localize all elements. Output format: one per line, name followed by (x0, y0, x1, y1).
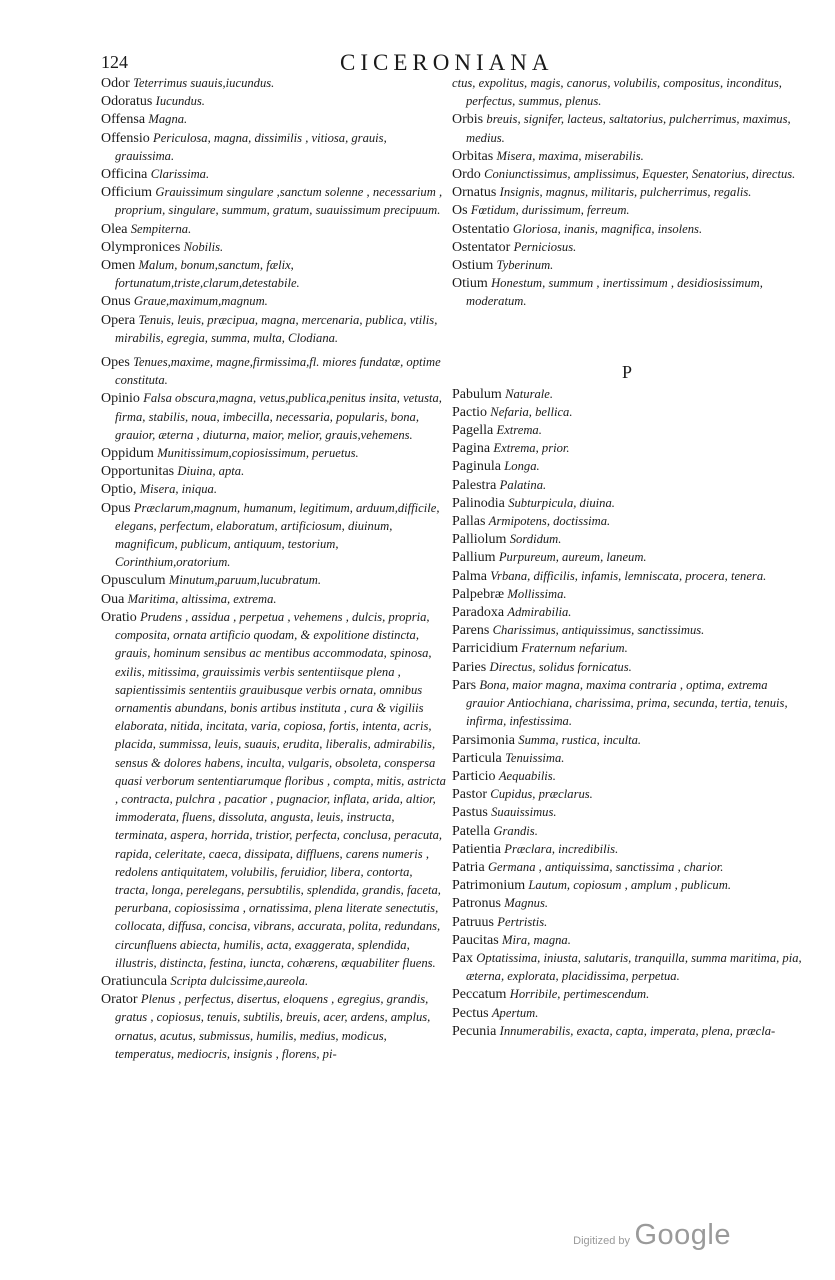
entry-epithets: Charissimus, antiquissimus, sanctissimus. (492, 623, 705, 638)
entry-headword: Patronus (452, 896, 501, 912)
entry-headword: Pagella (452, 423, 494, 439)
entry-epithets: ctus, expolitus, magis, canorus, volubilis, compositus, inconditus, perfectus, summus, plenus. (452, 76, 782, 109)
dictionary-entry (452, 1022, 802, 1040)
entry-epithets: Cupidus, præclarus. (490, 787, 593, 802)
entry-headword: Palestra (452, 477, 497, 493)
dictionary-entry (452, 876, 802, 894)
entry-headword: Omen (101, 258, 136, 274)
entry-epithets: Pertristis. (497, 914, 548, 929)
dictionary-entry (452, 731, 802, 749)
entry-headword: Pabulum (452, 386, 502, 402)
dictionary-entry (452, 403, 802, 421)
entry-epithets: Armipotens, doctissima. (488, 514, 611, 529)
entry-headword: Olympronices (101, 239, 181, 255)
entry-headword: Pectus (452, 1005, 489, 1021)
dictionary-entry (452, 274, 802, 310)
dictionary-entry (101, 590, 447, 608)
entry-epithets: Vrbana, difficilis, infamis, lemniscata, procera, tenera. (490, 568, 767, 583)
entry-headword: Optio, (101, 482, 137, 498)
entry-epithets: breuis, signifer, lacteus, saltatorius, pulcherrimus, maximus, medius. (466, 112, 791, 145)
entry-headword: Pactio (452, 404, 487, 420)
entry-epithets: Magnus. (504, 896, 549, 911)
dictionary-entry (452, 238, 802, 256)
entry-headword: Opera (101, 312, 136, 328)
entry-epithets: Extrema. (496, 423, 542, 438)
entry-epithets: Tyberinum. (496, 258, 554, 273)
dictionary-entry (452, 457, 802, 475)
entry-epithets: Misera, maxima, miserabilis. (496, 148, 644, 163)
dictionary-entry (452, 147, 802, 165)
entry-headword: Paradoxa (452, 605, 505, 621)
entry-headword: Opusculum (101, 573, 166, 589)
dictionary-entry (452, 949, 802, 985)
entry-epithets: Aequabilis. (498, 768, 556, 783)
entry-headword: Patruus (452, 914, 494, 930)
entry-headword: Paries (452, 659, 487, 675)
dictionary-entry (101, 608, 447, 972)
dictionary-entry (452, 639, 802, 657)
dictionary-entry (452, 110, 802, 146)
entry-headword: Pax (452, 950, 473, 966)
entry-epithets: Præclara, incredibilis. (504, 841, 619, 856)
digitized-watermark (573, 1219, 731, 1252)
dictionary-entry (452, 658, 802, 676)
entry-epithets: Suauissimus. (491, 805, 557, 820)
entry-headword: Palpebræ (452, 586, 505, 602)
entry-headword: Orator (101, 992, 138, 1008)
entry-epithets: Periculosa, magna, dissimilis , vitiosa, grauis, grauissima. (115, 130, 387, 163)
entry-headword: Officium (101, 185, 153, 201)
entry-epithets: Graue,maximum,magnum. (133, 294, 268, 309)
entry-epithets: Munitissimum,copiosissimum, peruetus. (157, 446, 359, 461)
entry-headword: Offensa (101, 112, 146, 128)
entry-epithets: Insignis, magnus, militaris, pulcherrimus, regalis. (499, 185, 752, 200)
entry-epithets: Malum, bonum,sanctum, fælix, fortunatum,triste,clarum,detestabile. (115, 258, 300, 291)
dictionary-entry (452, 785, 802, 803)
left-column (101, 74, 447, 1063)
entry-epithets: Palatina. (499, 477, 547, 492)
entry-epithets: Sordidum. (509, 532, 562, 547)
dictionary-entry (452, 567, 802, 585)
entry-epithets: Perniciosus. (513, 239, 577, 254)
dictionary-entry (101, 462, 447, 480)
dictionary-entry (101, 389, 447, 444)
dictionary-entry (452, 476, 802, 494)
entry-headword: Peccatum (452, 987, 507, 1003)
dictionary-entry (452, 585, 802, 603)
entry-headword: Pallium (452, 550, 496, 566)
entry-epithets: Fraternum nefarium. (521, 641, 628, 656)
entry-headword: Pastus (452, 805, 488, 821)
entry-headword: Oratio (101, 609, 137, 625)
entry-epithets: Mollissima. (507, 586, 567, 601)
dictionary-entry (452, 603, 802, 621)
dictionary-entry (452, 220, 802, 238)
entry-epithets: Clarissima. (150, 167, 210, 182)
google-logo: Google (634, 1219, 731, 1251)
dictionary-entry (452, 1004, 802, 1022)
entry-headword: Oua (101, 591, 125, 607)
entry-epithets: Sempiterna. (130, 221, 192, 236)
entry-epithets: Diuina, apta. (177, 464, 245, 479)
entry-epithets: Apertum. (491, 1005, 539, 1020)
entry-epithets: Coniunctissimus, amplissimus, Equester, Senatorius, directus. (484, 167, 796, 182)
entry-headword: Particula (452, 750, 502, 766)
entry-headword: Patria (452, 859, 485, 875)
dictionary-entry (452, 548, 802, 566)
dictionary-entry (101, 480, 447, 498)
entry-headword: Ornatus (452, 185, 497, 201)
entry-headword: Opus (101, 500, 131, 516)
dictionary-entry (101, 220, 447, 238)
entry-headword: Ostium (452, 258, 494, 274)
entry-epithets: Naturale. (505, 386, 554, 401)
entry-epithets: Extrema, prior. (493, 441, 570, 456)
dictionary-entry (101, 972, 447, 990)
entry-headword: Opportunitas (101, 464, 175, 480)
dictionary-entry (101, 292, 447, 310)
entry-epithets: Maritima, altissima, extrema. (127, 591, 277, 606)
dictionary-entry (101, 571, 447, 589)
dictionary-entry (452, 512, 802, 530)
dictionary-entry (101, 311, 447, 347)
entry-headword: Opes (101, 355, 130, 371)
entry-headword: Os (452, 203, 468, 219)
dictionary-entry (452, 256, 802, 274)
dictionary-entry (452, 385, 802, 403)
dictionary-entry (452, 822, 802, 840)
dictionary-entry (452, 74, 802, 110)
dictionary-entry (452, 931, 802, 949)
entry-headword: Ostentator (452, 239, 511, 255)
entry-epithets: Gloriosa, inanis, magnifica, insolens. (512, 221, 703, 236)
entry-headword: Patrimonium (452, 878, 526, 894)
entry-headword: Paginula (452, 459, 501, 475)
entry-headword: Odoratus (101, 94, 153, 110)
entry-epithets: Tenuissima. (505, 750, 565, 765)
entry-epithets: Iucundus. (155, 94, 205, 109)
dictionary-entry (452, 858, 802, 876)
dictionary-entry (452, 894, 802, 912)
entry-headword: Patientia (452, 841, 501, 857)
entry-headword: Palinodia (452, 495, 505, 511)
entry-headword: Opinio (101, 391, 140, 407)
dictionary-entry (101, 238, 447, 256)
dictionary-entry (452, 749, 802, 767)
dictionary-entry (452, 494, 802, 512)
entry-headword: Parricidium (452, 641, 519, 657)
dictionary-entry (452, 676, 802, 731)
dictionary-entry (452, 201, 802, 219)
dictionary-entry (101, 74, 447, 92)
entry-headword: Ostentatio (452, 221, 510, 237)
entry-epithets: Fœtidum, durissimum, ferreum. (470, 203, 630, 218)
entry-headword: Palliolum (452, 532, 507, 548)
entry-headword: Parens (452, 623, 490, 639)
dictionary-entry (101, 110, 447, 128)
entry-headword: Oppidum (101, 446, 154, 462)
entry-epithets: Scripta dulcissime,aureola. (170, 973, 309, 988)
dictionary-entry (101, 129, 447, 165)
entry-epithets: Summa, rustica, inculta. (518, 732, 642, 747)
dictionary-entry (101, 499, 447, 572)
entry-headword: Pastor (452, 787, 487, 803)
entry-epithets: Lautum, copiosum , amplum , publicum. (528, 878, 731, 893)
entry-epithets: Præclarum,magnum, humanum, legitimum, arduum,difficile, elegans, perfectum, elaboratum, artificiosum, diuinum, magnificum, publicum, antiquum, testorium, Corinthium,oratorium. (115, 500, 440, 570)
entry-epithets: Directus, solidus fornicatus. (489, 659, 632, 674)
dictionary-entry (101, 990, 447, 1063)
dictionary-entry (101, 353, 447, 389)
dictionary-entry (101, 165, 447, 183)
entry-epithets: Tenues,maxime, magne,firmissima,fl. miores fundatæ, optime constituta. (115, 355, 441, 388)
dictionary-entry (452, 767, 802, 785)
entry-epithets: Horribile, pertimescendum. (509, 987, 650, 1002)
entry-headword: Pagina (452, 441, 491, 457)
dictionary-entry (101, 92, 447, 110)
dictionary-entry (101, 444, 447, 462)
entry-epithets: Grauissimum singulare ,sanctum solenne , necessarium , proprium, singulare, summum, gratum, suauissimum precipuum. (115, 185, 443, 218)
entry-headword: Pecunia (452, 1023, 497, 1039)
entry-epithets: Minutum,paruum,lucubratum. (168, 573, 322, 588)
dictionary-entry (452, 183, 802, 201)
entry-epithets: Prudens , assidua , perpetua , vehemens , dulcis, propria, composita, ornata artificio quodam, & expolitione distincta, grauis, hominum sensibus ac mentibus accommodata, spinosa, exilis, mitissima, grauissimis verbis sententiisque plena , sapientissimis sententiis grauibusque verbis ornata, omnibus ornamentis abundans, bonis artibus instituta , cura & vigiliis elaborata, nitida, incitata, varia, copiosa, fortis, intenta, acris, placida, summissa, leuis, suauis, erudita, liberalis, admirabilis, sensus & dolores habens, inculta, vulgaris, obsoleta, conspersa quasi verborum sententiarumque floribus , compta, mitis, astricta , contracta, pulchra , pacatior , pugnacior, inflata, arida, altior, immoderata, fluens, dissoluta, angusta, leuis, instructa, terminata, aspera, horrida, tristior, perfecta, conclusa, peracuta, rapida, celeritate, caeca, dissipata, diffluens, carens numeris , redolens antiquitatem, volubilis, feruidior, libera, contorta, tracta, longa, perelegans, persubtilis, splendida, grandis, faceta, perurbana, copiosissima , ornatissima, plena literate senectutis, collocata, diffusa, concisa, vibrans, accurata, polita, redundans, circunfluens abiecta, humilis, acta, exaggerata, splendida, illustris, distincta, festina, iuncta, cohærens, æquabiliter fluens. (115, 609, 446, 970)
entry-epithets: Nobilis. (183, 239, 224, 254)
entry-epithets: Longa. (504, 459, 540, 474)
entry-headword: Offensio (101, 130, 150, 146)
entry-headword: Particio (452, 768, 496, 784)
entry-epithets: Misera, iniqua. (139, 482, 217, 497)
entry-epithets: Nefaria, bellica. (490, 404, 573, 419)
dictionary-entry (452, 165, 802, 183)
entry-headword: Olea (101, 221, 128, 237)
dictionary-entry (101, 256, 447, 292)
entry-epithets: Mira, magna. (501, 932, 571, 947)
entry-epithets: Admirabilia. (507, 605, 572, 620)
entry-headword: Officina (101, 167, 148, 183)
dictionary-entry (452, 439, 802, 457)
entry-headword: Parsimonia (452, 732, 515, 748)
entry-epithets: Falsa obscura,magna, vetus,publica,penitus insita, vetusta, firma, stabilis, noua, imbecilla, necessaria, popularis, bona, grauior, æterna , diuturna, maior, melior, grauis,vehemens. (115, 391, 442, 442)
page-number: 124 (101, 52, 128, 72)
entry-headword: Orbitas (452, 148, 494, 164)
entry-epithets: Teterrimus suauis,iucundus. (133, 76, 275, 90)
running-title: CICERONIANA (340, 50, 554, 75)
entry-epithets: Innumerabilis, exacta, capta, imperata, plena, præcla- (499, 1023, 776, 1038)
watermark-prefix: Digitized by (573, 1235, 631, 1247)
dictionary-entry (452, 530, 802, 548)
entry-headword: Orbis (452, 112, 484, 128)
entry-epithets: Tenuis, leuis, præcipua, magna, mercenaria, publica, vtilis, mirabilis, egregia, summa, multa, Clodiana. (115, 312, 438, 345)
dictionary-entry (452, 621, 802, 639)
dictionary-entry (452, 840, 802, 858)
right-column-p-entries (452, 385, 802, 1040)
entry-epithets: Optatissima, iniusta, salutaris, tranquilla, summa maritima, pia, æterna, explorata, placidissima, perpetua. (466, 950, 802, 984)
dictionary-entry (452, 985, 802, 1003)
entry-headword: Palma (452, 568, 487, 584)
dictionary-entry (452, 421, 802, 439)
entry-epithets: Grandis. (493, 823, 538, 838)
entry-headword: Oratiuncula (101, 973, 168, 989)
entry-headword: Otium (452, 276, 488, 292)
dictionary-entry (452, 803, 802, 821)
entry-headword: Ordo (452, 167, 481, 183)
entry-epithets: Honestum, summum , inertissimum , desidiosissimum, moderatum. (466, 276, 763, 309)
dictionary-entry (452, 913, 802, 931)
entry-headword: Odor (101, 76, 130, 91)
entry-headword: Paucitas (452, 932, 499, 948)
entry-headword: Onus (101, 294, 131, 310)
entry-headword: Patella (452, 823, 491, 839)
entry-epithets: Bona, maior magna, maxima contraria , optima, extrema grauior Antiochiana, charissima, prima, secunda, tertia, tenuis, infirma, infestissima. (466, 677, 788, 729)
entry-epithets: Subturpicula, diuina. (508, 495, 615, 510)
entry-headword: Pallas (452, 514, 486, 530)
right-column-o-entries (452, 74, 802, 311)
entry-headword: Pars (452, 677, 477, 693)
entry-epithets: Plenus , perfectus, disertus, eloquens , egregius, grandis, gratus , copiosus, tenuis, subtilis, breuis, acer, ardens, amplus, ornatus, acutus, submissus, humilis, medius, modicus, temperatus, mediocris, insignis , florens, pi- (115, 992, 431, 1061)
entry-epithets: Magna. (148, 112, 188, 127)
section-letter: P (621, 361, 632, 382)
right-column (452, 74, 802, 1040)
entry-epithets: Germana , antiquissima, sanctissima , charior. (487, 859, 724, 874)
dictionary-entry (101, 183, 447, 219)
entry-epithets: Purpureum, aureum, laneum. (498, 550, 647, 565)
